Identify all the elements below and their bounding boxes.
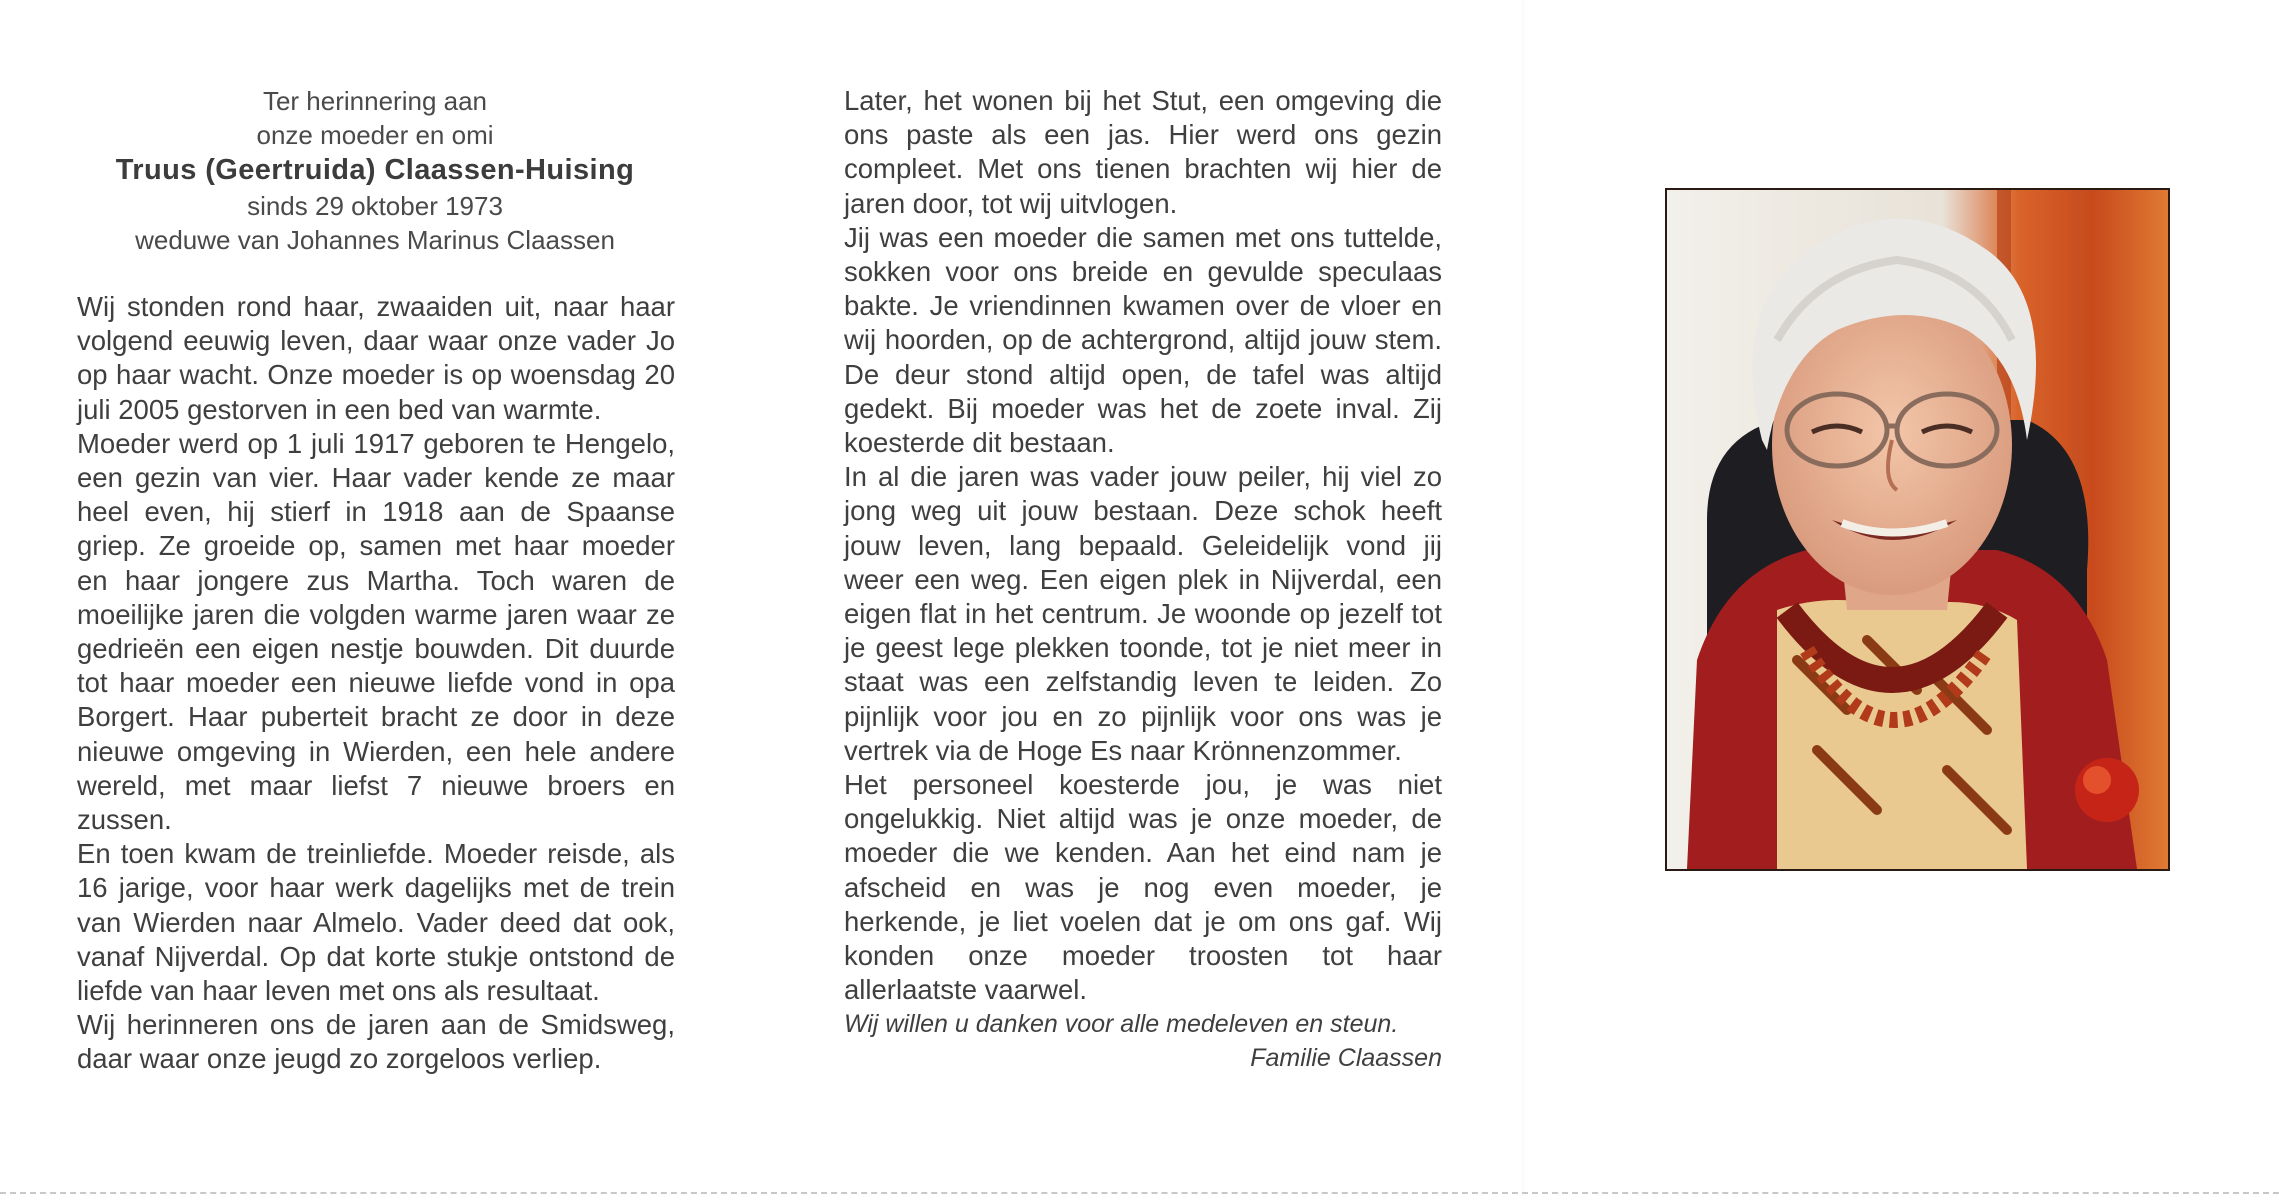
family-signature: Familie Claassen bbox=[1250, 1044, 1442, 1073]
header-line-4: sinds 29 oktober 1973 bbox=[247, 191, 503, 221]
thanks-line: Wij willen u danken voor alle medeleven en steun. bbox=[844, 1010, 1399, 1039]
right-paragraph-3: In al die jaren was vader jouw peiler, hij viel zo jong weg uit jouw bestaan. Deze schok heeft jouw leven, lang bepaald. Geleidelijk vond jij weer een weg. Een eigen plek in Nijverdal, een eigen flat in het centrum. Je woonde op jezelf tot je geest lege plekken toonde, tot je niet meer in staat was een zelfstandig leven te leiden. Zo pijnlijk voor jou en zo pijnlijk voor ons was je vertrek via de Hoge Es naar Krönnenzommer. bbox=[844, 461, 1442, 766]
flower bbox=[2075, 758, 2139, 822]
header-line-2: onze moeder en omi bbox=[256, 120, 494, 150]
right-paragraph-1: Later, het wonen bij het Stut, een omgeving die ons paste als een jas. Hier werd ons gezin compleet. Met ons tienen brachten wij hier de jaren door, tot wij uitvlogen. bbox=[844, 85, 1442, 219]
portrait-photo bbox=[1665, 188, 2170, 871]
header-line-5: weduwe van Johannes Marinus Claassen bbox=[135, 225, 615, 255]
right-text-column bbox=[844, 84, 1442, 1075]
left-text-column bbox=[77, 290, 675, 1077]
bottom-cut-line bbox=[0, 1192, 2279, 1194]
header-line-1: Ter herinnering aan bbox=[262, 86, 488, 116]
card-header bbox=[70, 84, 680, 257]
portrait-illustration bbox=[1667, 190, 2168, 869]
left-paragraph-3: En toen kwam de treinliefde. Moeder reisde, als 16 jarige, voor haar werk dagelijks met de trein van Wierden naar Almelo. Vader deed dat ook, vanaf Nijverdal. Op dat korte stukje ontstond de liefde van haar leven met ons als resultaat. bbox=[77, 838, 675, 1007]
fold-shadow bbox=[1520, 0, 1526, 1200]
left-paragraph-4: Wij herinneren ons de jaren aan de Smidsweg, daar waar onze jeugd zo zorgeloos verliep. bbox=[77, 1009, 675, 1075]
left-paragraph-2: Moeder werd op 1 juli 1917 geboren te Hengelo, een gezin van vier. Haar vader kende ze maar heel even, hij stierf in 1918 aan de Spaanse griep. Ze groeide op, samen met haar moeder en haar jongere zus Martha. Toch waren de moeilijke jaren die volgden warme jaren waar ze gedrieën een eigen nestje bouwden. Dit duurde tot haar moeder een nieuwe liefde vond in opa Borgert. Haar puberteit bracht ze door in deze nieuwe omgeving in Wierden, een hele andere wereld, met maar liefst 7 nieuwe broers en zussen. bbox=[77, 427, 675, 836]
right-paragraph-4: Het personeel koesterde jou, je was niet ongelukkig. Niet altijd was je onze moeder, de moeder die we kenden. Aan het eind nam je afscheid en was je nog even moeder, je herkende, je liet voelen dat je om ons gaf. Wij konden onze moeder troosten tot haar allerlaatste vaarwel. bbox=[844, 769, 1442, 1006]
right-paragraph-2: Jij was een moeder die samen met ons tuttelde, sokken voor ons breide en gevulde speculaas bakte. Je vriendinnen kwamen over de vloer en wij hoorden, op de achtergrond, altijd jouw stem. De deur stond altijd open, de tafel was altijd gedekt. Bij moeder was het de zoete inval. Zij koesterde dit bestaan. bbox=[844, 221, 1442, 459]
left-paragraph-1: Wij stonden rond haar, zwaaiden uit, naar haar volgend eeuwig leven, daar waar onze vader Jo op haar wacht. Onze moeder is op woensdag 20 juli 2005 gestorven in een bed van warmte. bbox=[77, 291, 675, 425]
deceased-name: Truus (Geertruida) Claassen-Huising bbox=[115, 154, 635, 186]
flower-center bbox=[2083, 766, 2111, 794]
